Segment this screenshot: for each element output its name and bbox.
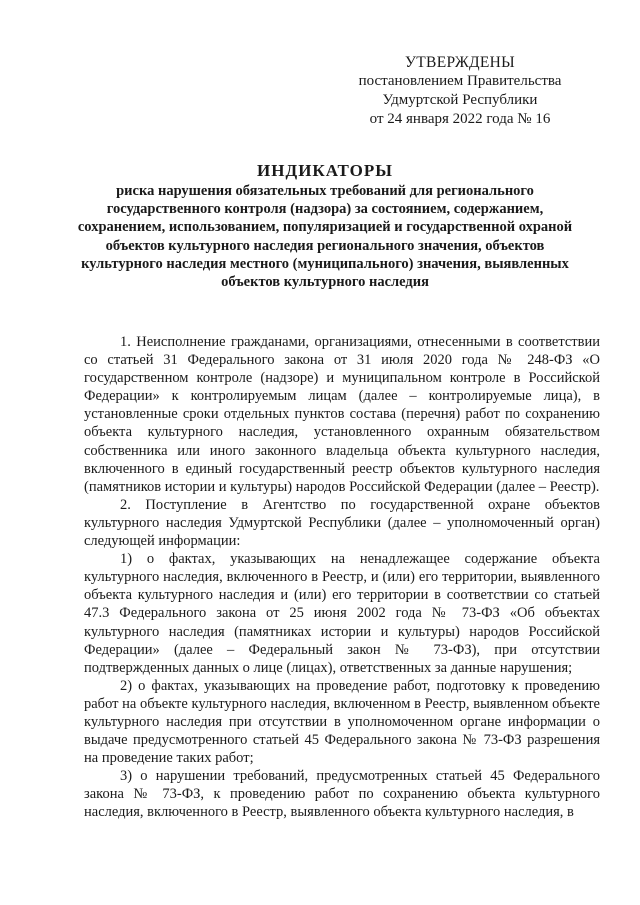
- document-body: [84, 333, 600, 822]
- paragraph-2-item-1: 1) о фактах, указывающих на ненадлежащее содержание объекта культурного наследия, включенного в Реестр, и (или) его территории, выявленного объекта культурного наследия и (или) его территории в соответствии со статьей 47.3 Федерального закона от 25 июня 2002 года № 73-ФЗ «Об объектах культурного наследия (памятниках истории и культуры) народов Российской Федерации» (далее – Федеральный закон № 73-ФЗ), при отсутствии подтвержденных данных о лице (лицах), ответственных за данные нарушения;: [84, 551, 600, 676]
- paragraph-1: 1. Неисполнение гражданами, организациями, отнесенными в соответствии со статьей 31 Федерального закона от 31 июля 2020 года № 248-ФЗ «О государственном контроле (надзоре) и муниципальном контроле в Российской Федерации» к контролируемым лицам (далее – контролируемые лица), в установленные сроки отдельных пунктов состава (перечня) работ по сохранению объекта культурного наследия, установленного охранным обязательством собственника или иного законного владельца объекта культурного наследия, включенного в единый государственный реестр объектов культурного наследия (памятников истории и культуры) народов Российской Федерации (далее – Реестр).: [84, 334, 600, 495]
- document-title: ИНДИКАТОРЫ: [257, 161, 393, 180]
- paragraph-2-item-3: 3) о нарушении требований, предусмотренных статьей 45 Федерального закона № 73-ФЗ, к проведению работ по сохранению объекта культурного наследия, включенного в Реестр, выявленного объекта культурного наследия, в: [84, 768, 600, 821]
- paragraph-2: 2. Поступление в Агентство по государственной охране объектов культурного наследия Удмуртской Республики (далее – уполномоченный орган) следующей информации:: [84, 496, 600, 550]
- document-subtitle: риска нарушения обязательных требований для регионального государственного контроля (надзора) за состоянием, содержанием, сохранением, использованием, популяризацией и государственной охраной объектов культурного наследия регионального значения, объектов культурного наследия местного (муниципального) значения, выявленных объектов культурного наследия: [77, 183, 573, 291]
- approval-line-2: Удмуртской Республики: [382, 92, 538, 108]
- document-title-block: [70, 160, 580, 291]
- approval-block: [340, 53, 580, 129]
- approval-heading: УТВЕРЖДЕНЫ: [405, 54, 515, 71]
- approval-line-1: постановлением Правительства: [358, 73, 562, 89]
- approval-line-3: от 24 января 2022 года № 16: [369, 111, 551, 127]
- paragraph-2-item-2: 2) о фактах, указывающих на проведение работ, подготовку к проведению работ на объекте культурного наследия, включенном в Реестр, выявленном объекте культурного наследия при отсутствии в уполномоченном органе информации о выдаче предусмотренного статьей 45 Федерального закона № 73-ФЗ разрешения на проведение таких работ;: [84, 677, 600, 767]
